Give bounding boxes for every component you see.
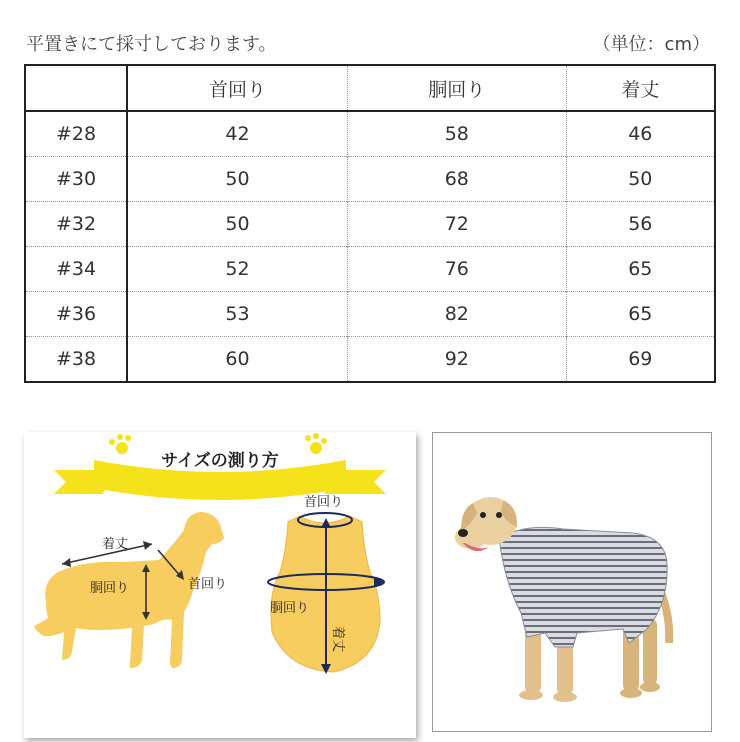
neck-cell: 50 <box>127 157 347 202</box>
garment-neck-label: 首回り <box>304 495 344 510</box>
unit-note: （単位：cm） <box>592 34 710 55</box>
measuring-guide <box>24 432 416 738</box>
length-cell: 56 <box>566 202 715 247</box>
dog-length-label: 着丈 <box>102 537 129 552</box>
length-cell: 65 <box>566 247 715 292</box>
table-row <box>25 111 715 157</box>
chest-cell: 58 <box>347 111 566 157</box>
header-cell-chest: 胴回り <box>347 65 566 111</box>
dog-chest-label: 胴回り <box>90 581 130 596</box>
garment-length-label: 着丈 <box>330 626 345 653</box>
size-cell: #30 <box>25 157 127 202</box>
table-row <box>25 157 715 202</box>
product-photo <box>432 432 712 732</box>
guide-title: サイズの測り方 <box>161 451 279 471</box>
size-cell: #32 <box>25 202 127 247</box>
size-cell: #28 <box>25 111 127 157</box>
table-header-row <box>25 65 715 111</box>
neck-cell: 50 <box>127 202 347 247</box>
size-cell: #34 <box>25 247 127 292</box>
garment-chest-label: 胴回り <box>270 601 310 616</box>
paw-icon <box>310 442 322 454</box>
neck-cell: 53 <box>127 292 347 337</box>
chest-cell: 68 <box>347 157 566 202</box>
header-cell-blank <box>25 65 127 111</box>
chest-cell: 82 <box>347 292 566 337</box>
size-cell: #38 <box>25 337 127 383</box>
measuring-guide-illustration <box>24 432 416 738</box>
length-cell: 46 <box>628 123 653 145</box>
neck-cell: 60 <box>127 337 347 383</box>
length-cell: 69 <box>566 337 715 383</box>
size-cell: #36 <box>25 292 127 337</box>
table-row <box>25 202 715 247</box>
table-row <box>25 292 715 337</box>
measurement-note: 平置きにて採寸しております。 <box>26 34 277 55</box>
chest-cell: 72 <box>347 202 566 247</box>
dog-neck-label: 首回り <box>188 577 228 592</box>
size-table <box>24 64 716 383</box>
header-cell-length: 着丈 <box>566 65 715 111</box>
neck-cell: 42 <box>127 111 347 157</box>
table-row <box>25 337 715 383</box>
paw-icon <box>116 442 128 454</box>
neck-cell: 52 <box>127 247 347 292</box>
chest-cell: 92 <box>347 337 566 383</box>
header-cell-neck: 首回り <box>127 65 347 111</box>
dog-bodysuit-photo <box>433 433 711 731</box>
table-row <box>25 247 715 292</box>
chest-cell: 76 <box>347 247 566 292</box>
length-cell: 65 <box>566 292 715 337</box>
length-cell: 50 <box>566 157 715 202</box>
